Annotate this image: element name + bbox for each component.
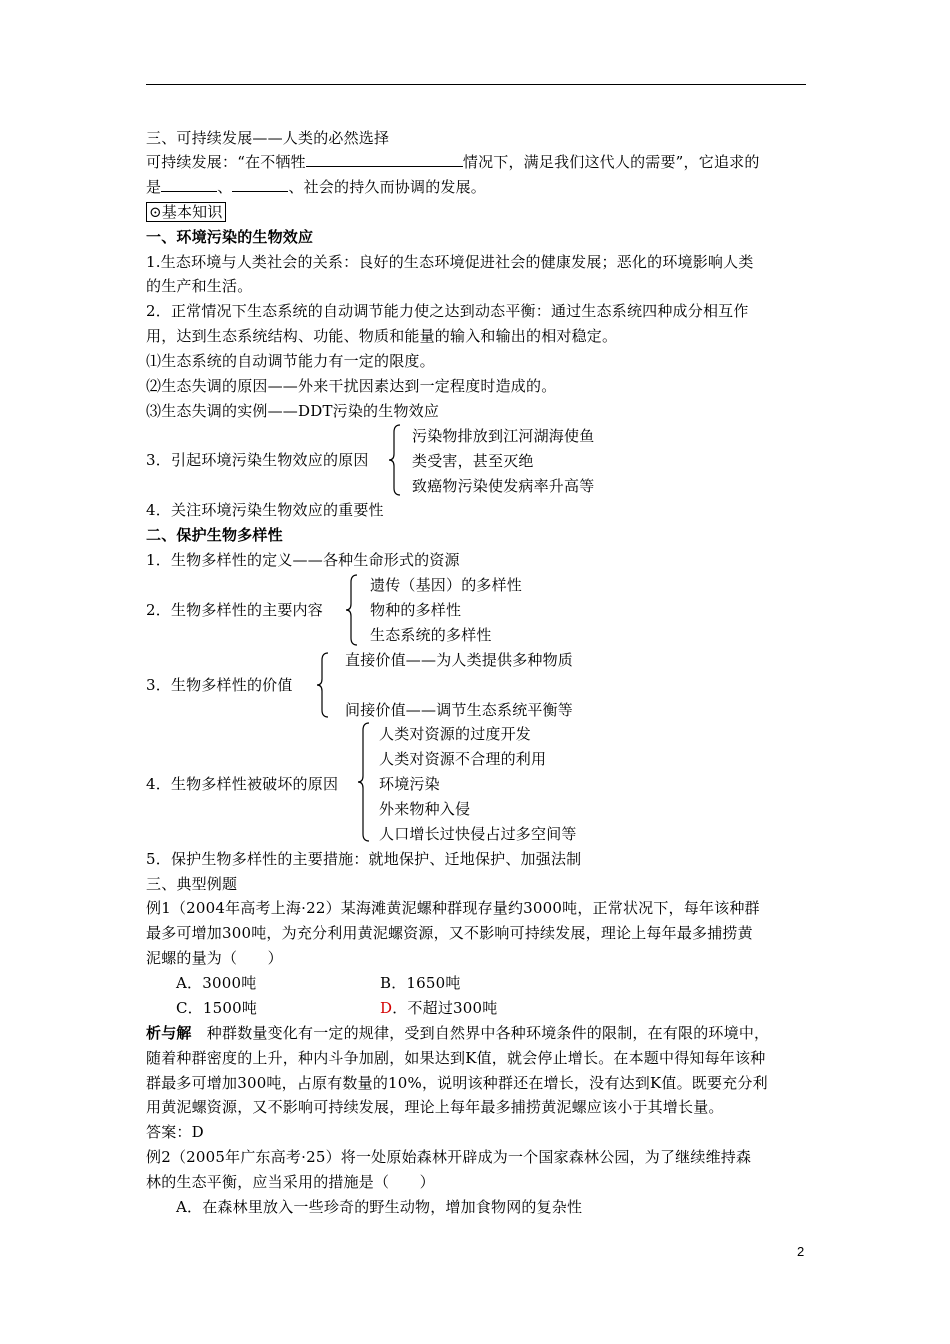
para-4: 4．关注环境污染生物效应的重要性 (146, 501, 384, 519)
basic-knowledge-label (146, 202, 226, 222)
brace-icon (388, 424, 402, 496)
para-1-line-1: 1.生态环境与人类社会的关系：良好的生态环境促进社会的健康发展；恶化的环境影响人类 (146, 253, 754, 271)
para-2-line-2: 用，达到生态系统结构、功能、物质和能量的输入和输出的相对稳定。 (146, 327, 618, 345)
bio-2-label: 2．生物多样性的主要内容 (146, 601, 323, 619)
pollution-cause-item: 致癌物污染使发病率升高等 (412, 477, 595, 495)
example-2-line-1: 例2（2005年广东高考·25）将一处原始森林开辟成为一个国家森林公园，为了继续维持森 (146, 1148, 752, 1166)
option-c: C．1500吨 (176, 999, 258, 1017)
example-2-option-a: A．在森林里放入一些珍奇的野生动物，增加食物网的复杂性 (176, 1198, 583, 1216)
sd-text: 情况下，满足我们这代人的需要”，它追求的 (462, 153, 760, 171)
sd-text: 、社会的持久而协调的发展。 (288, 178, 487, 196)
brace-icon (357, 722, 371, 842)
pollution-cause-label: 3．引起环境污染生物效应的原因 (146, 451, 369, 469)
bio-2-item: 物种的多样性 (370, 601, 462, 619)
bio-4-item: 外来物种入侵 (379, 800, 471, 818)
analysis-text: 种群数量变化有一定的规律，受到自然界中各种环境条件的限制，在有限的环境中， (191, 1024, 770, 1042)
bio-4-item: 人类对资源的过度开发 (379, 725, 532, 743)
option-d (380, 998, 497, 1018)
option-d-text: ．不超过300吨 (392, 999, 498, 1017)
brace-icon (316, 652, 330, 718)
pollution-cause-item: 类受害，甚至灭绝 (412, 452, 534, 470)
bio-5: 5．保护生物多样性的主要措施：就地保护、迁地保护、加强法制 (146, 850, 582, 868)
pollution-cause-item: 污染物排放到江河湖海使鱼 (412, 427, 595, 445)
analysis-line-2: 随着种群密度的上升，种内斗争加剧，如果达到K值，就会停止增长。在本题中得知每年该种 (146, 1049, 766, 1067)
option-b: B．1650吨 (380, 974, 461, 992)
fill-blank-3[interactable] (232, 177, 288, 192)
bio-3-label: 3．生物多样性的价值 (146, 676, 293, 694)
option-a: A．3000吨 (176, 974, 257, 992)
section-title-sustainable: 三、可持续发展——人类的必然选择 (146, 129, 390, 147)
example-1-line-2: 最多可增加300吨，为充分利用黄泥螺资源，又不影响可持续发展，理论上每年最多捕捞黄 (146, 924, 753, 942)
para-1-line-2: 的生产和生活。 (146, 277, 253, 295)
bio-3-item: 间接价值——调节生态系统平衡等 (345, 701, 574, 719)
page-number: 2 (797, 1244, 805, 1259)
sd-text: 是 (146, 178, 162, 196)
heading-examples: 三、典型例题 (146, 875, 238, 893)
para-2-sub-1: ⑴生态系统的自动调节能力有一定的限度。 (146, 352, 435, 370)
heading-pollution: 一、环境污染的生物效应 (146, 228, 314, 246)
sd-line-2 (146, 177, 486, 197)
brace-icon (345, 574, 359, 646)
sd-line-1 (146, 152, 760, 172)
para-2-sub-2: ⑵生态失调的原因——外来干扰因素达到一定程度时造成的。 (146, 377, 557, 395)
fill-blank-2[interactable] (161, 177, 217, 192)
analysis-label: 析与解 (146, 1024, 192, 1042)
example-1-line-1: 例1（2004年高考上海·22）某海滩黄泥螺种群现存量约3000吨，正常状况下，每年该种群 (146, 899, 760, 917)
para-2-line-1: 2．正常情况下生态系统的自动调节能力使之达到动态平衡：通过生态系统四种成分相互作 (146, 302, 749, 320)
bio-4-item: 人口增长过快侵占过多空间等 (379, 825, 577, 843)
sd-text: 可持续发展：“在不牺牲 (146, 153, 306, 171)
analysis-line-4: 用黄泥螺资源，又不影响可持续发展，理论上每年最多捕捞黄泥螺应该小于其增长量。 (146, 1098, 724, 1116)
example-2-line-2: 林的生态平衡，应当采用的措施是（ ） (146, 1173, 435, 1191)
analysis-line-1 (146, 1023, 769, 1043)
basic-knowledge-box: ⊙基本知识 (146, 202, 226, 222)
fill-blank-1[interactable] (306, 152, 463, 167)
heading-biodiversity: 二、保护生物多样性 (146, 526, 283, 544)
bio-4-item: 人类对资源不合理的利用 (379, 750, 547, 768)
example-1-line-3: 泥螺的量为（ ） (146, 949, 283, 967)
header-rule (146, 84, 806, 85)
option-d-letter: D (380, 999, 393, 1017)
answer-line: 答案：D (146, 1123, 204, 1141)
analysis-line-3: 群最多可增加300吨，占原有数量的10%，说明该种群还在增长，没有达到K值。既要充分利 (146, 1074, 768, 1092)
para-2-sub-3: ⑶生态失调的实例——DDT污染的生物效应 (146, 402, 440, 420)
bio-2-item: 遗传（基因）的多样性 (370, 576, 523, 594)
sd-text: 、 (217, 178, 233, 196)
bio-4-label: 4．生物多样性被破坏的原因 (146, 775, 339, 793)
bio-3-item: 直接价值——为人类提供多种物质 (345, 651, 574, 669)
bio-2-item: 生态系统的多样性 (370, 626, 492, 644)
bio-4-item: 环境污染 (379, 775, 440, 793)
bio-1: 1．生物多样性的定义——各种生命形式的资源 (146, 551, 460, 569)
